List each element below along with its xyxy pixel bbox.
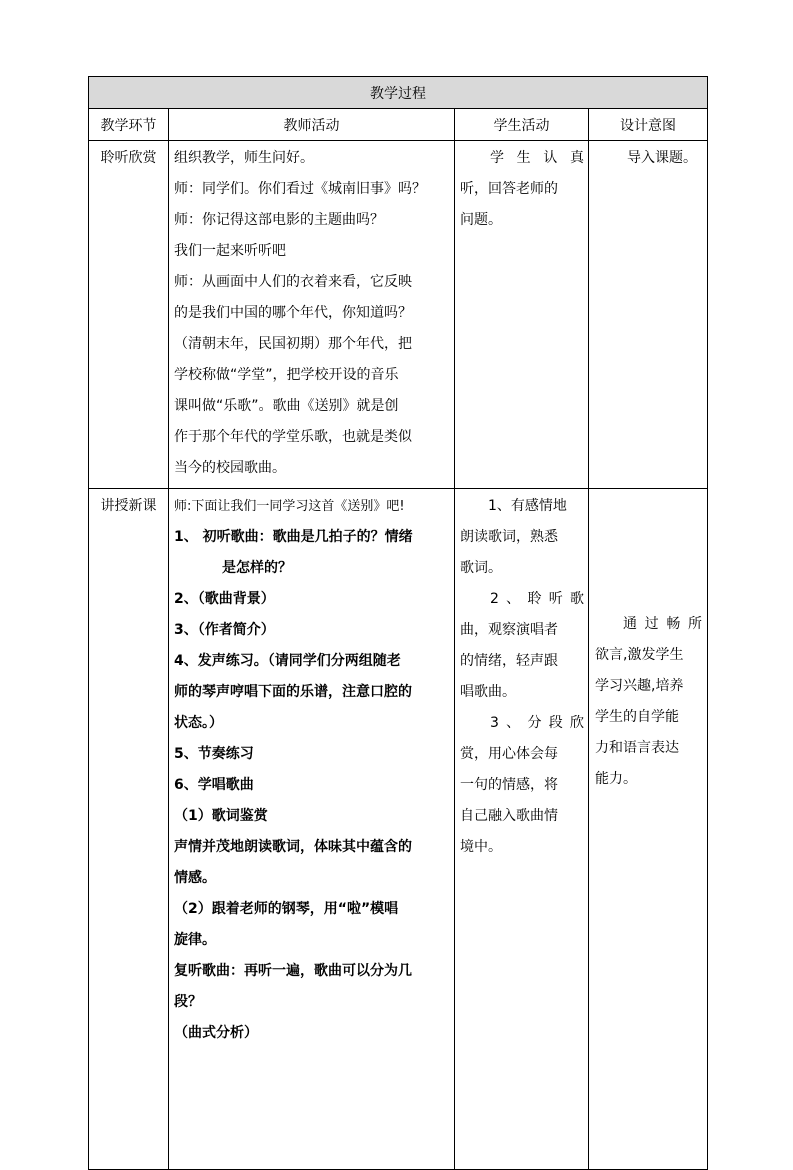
text-line: 曲，观察演唱者 xyxy=(460,622,558,638)
text-line: （清朝末年，民国初期）那个年代，把 xyxy=(174,336,412,352)
design-intent xyxy=(589,489,708,1170)
text-line: 复听歌曲：再听一遍，歌曲可以分为几 xyxy=(174,963,412,979)
text-line: 我们一起来听听吧 xyxy=(174,243,286,259)
text-line: 师:下面让我们一同学习这首《送别》吧! xyxy=(174,499,405,514)
text-line: 4、发声练习。（请同学们分两组随老 xyxy=(174,653,401,669)
text-line: 旋律。 xyxy=(174,932,216,948)
text-line: 学生的自学能 xyxy=(595,709,679,725)
text-line: 赏，用心体会每 xyxy=(460,746,558,762)
section-label: 聆听欣赏 xyxy=(89,141,169,489)
text-line: 歌词。 xyxy=(460,560,502,576)
text-line: 导入课题。 xyxy=(627,150,697,166)
text-line: 唱歌曲。 xyxy=(460,684,516,700)
text-line: 段？ xyxy=(174,994,202,1010)
student-activity xyxy=(455,141,589,489)
teacher-activity xyxy=(169,489,455,1170)
text-line: 能力。 xyxy=(595,771,637,787)
text-line: 一句的情感，将 xyxy=(460,777,558,793)
text-line: （2）跟着老师的钢琴，用“啦”模唱 xyxy=(174,901,399,917)
text-line: 2、聆听歌 xyxy=(490,591,584,607)
text-line: 3、分段欣 xyxy=(490,715,584,731)
text-line: 1、 初听歌曲：歌曲是几拍子的？情绪 xyxy=(174,529,413,545)
text-line: 境中。 xyxy=(460,839,502,855)
text-line: 6、学唱歌曲 xyxy=(174,777,254,793)
table-row xyxy=(89,141,708,489)
text-line: 2、（歌曲背景） xyxy=(174,591,275,607)
text-line: 声情并茂地朗读歌词，体味其中蕴含的 xyxy=(174,839,412,855)
text-line: 学习兴趣,培养 xyxy=(595,678,684,694)
text-line: 的情绪，轻声跟 xyxy=(460,653,558,669)
text-line: 欲言,激发学生 xyxy=(595,647,684,663)
text-line: 的是我们中国的哪个年代，你知道吗？ xyxy=(174,305,412,321)
section-label: 讲授新课 xyxy=(89,489,169,1170)
text-line: 学校称做“学堂”，把学校开设的音乐 xyxy=(174,367,399,383)
text-line: 朗读歌词，熟悉 xyxy=(460,529,558,545)
text-line: 学生认真 xyxy=(490,150,584,166)
text-line: 是怎样的？ xyxy=(222,560,292,576)
text-line: 师的琴声哼唱下面的乐谱，注意口腔的 xyxy=(174,684,412,700)
text-line: 当今的校园歌曲。 xyxy=(174,460,286,476)
text-line: 师：从画面中人们的衣着来看，它反映 xyxy=(174,274,412,290)
text-line: 力和语言表达 xyxy=(595,740,679,756)
text-line: 师：你记得这部电影的主题曲吗？ xyxy=(174,212,384,228)
header-design: 设计意图 xyxy=(589,109,708,141)
text-line: 状态。） xyxy=(174,715,223,731)
text-line: 情感。 xyxy=(174,870,216,886)
text-line: 5、节奏练习 xyxy=(174,746,254,762)
header-student: 学生活动 xyxy=(455,109,589,141)
text-line: 1、有感情地 xyxy=(488,498,567,514)
text-line: 师：同学们。你们看过《城南旧事》吗？ xyxy=(174,181,426,197)
text-line: 组织教学，师生问好。 xyxy=(174,150,314,166)
text-line: 问题。 xyxy=(460,212,502,228)
text-line: （1）歌词鉴赏 xyxy=(174,808,268,824)
text-line: 课叫做“乐歌”。歌曲《送别》就是创 xyxy=(174,398,399,414)
header-stage: 教学环节 xyxy=(89,109,169,141)
teaching-process-table xyxy=(88,76,708,1170)
teacher-activity xyxy=(169,141,455,489)
text-line: 3、（作者简介） xyxy=(174,622,275,638)
design-intent xyxy=(589,141,708,489)
table-row xyxy=(89,489,708,1170)
text-line: （曲式分析） xyxy=(174,1025,258,1041)
text-line: 自己融入歌曲情 xyxy=(460,808,558,824)
text-line: 听，回答老师的 xyxy=(460,181,558,197)
student-activity xyxy=(455,489,589,1170)
table-title: 教学过程 xyxy=(89,77,708,109)
header-teacher: 教师活动 xyxy=(169,109,455,141)
text-line: 作于那个年代的学堂乐歌，也就是类似 xyxy=(174,429,412,445)
text-line: 通过畅所 xyxy=(623,616,702,632)
